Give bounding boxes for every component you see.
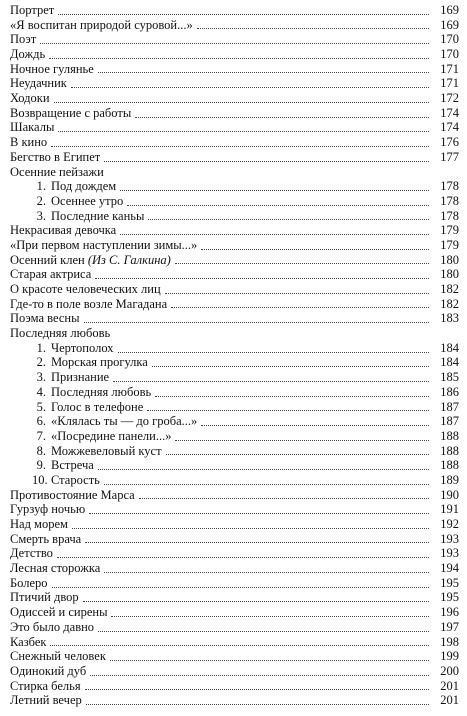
toc-subentry bbox=[10, 356, 459, 371]
toc-page-number: 186 bbox=[440, 384, 459, 399]
toc-entry-text: Это было давно bbox=[10, 619, 95, 634]
toc-entry-text: Осенний клен bbox=[10, 252, 85, 267]
toc-entry-text: Голос в телефоне bbox=[51, 399, 144, 414]
toc-entry-title bbox=[10, 106, 131, 121]
toc-entry-title bbox=[10, 664, 86, 679]
dot-leader bbox=[147, 409, 429, 411]
toc-entry-title bbox=[10, 635, 46, 650]
toc-subentry bbox=[10, 473, 459, 488]
toc-page-number: 174 bbox=[440, 120, 459, 135]
dot-leader bbox=[120, 233, 429, 235]
toc-entry-number: 1. bbox=[36, 179, 46, 194]
toc-entry-text: Казбек bbox=[10, 634, 47, 649]
toc-page-number: 200 bbox=[440, 663, 459, 678]
dot-leader bbox=[127, 204, 429, 206]
toc-page-number: 193 bbox=[440, 546, 459, 561]
toc-entry-text: Летний вечер bbox=[10, 693, 82, 708]
dot-leader bbox=[175, 439, 429, 441]
toc-entry-text: Морская прогулка bbox=[51, 355, 148, 370]
toc-entry-text: Портрет bbox=[10, 2, 55, 17]
toc-entry bbox=[10, 488, 459, 503]
toc-entry-title bbox=[10, 194, 123, 209]
toc-entry-title bbox=[10, 590, 79, 605]
toc-entry-title bbox=[10, 238, 197, 253]
toc-page-number: 191 bbox=[440, 502, 459, 517]
toc-entry-title bbox=[10, 253, 171, 268]
toc-page-number: 195 bbox=[440, 575, 459, 590]
toc-entry-text: Последние каньы bbox=[51, 208, 145, 223]
toc-entry-text: Смерть врача bbox=[10, 531, 82, 546]
toc-page-number: 171 bbox=[440, 61, 459, 76]
toc-entry bbox=[10, 576, 459, 591]
toc-entry bbox=[10, 635, 459, 650]
dot-leader bbox=[40, 42, 429, 44]
toc-entry-text: «Я воспитан природой суровой...» bbox=[10, 17, 193, 32]
toc-entry bbox=[10, 664, 459, 679]
toc-entry-title bbox=[10, 355, 148, 370]
toc-subentry bbox=[10, 400, 459, 415]
toc-entry-text: Стирка белья bbox=[10, 678, 81, 693]
dot-leader bbox=[135, 116, 429, 118]
toc-page-number: 196 bbox=[440, 605, 459, 620]
toc-entry bbox=[10, 649, 459, 664]
toc-page-number: 184 bbox=[440, 340, 459, 355]
toc-entry bbox=[10, 517, 459, 532]
toc-page-number: 170 bbox=[440, 47, 459, 62]
toc-entry-text: Ночное гулянье bbox=[10, 61, 94, 76]
dot-leader bbox=[104, 160, 429, 162]
toc-entry-text: Последняя любовь bbox=[10, 326, 111, 341]
toc-page-number: 195 bbox=[440, 590, 459, 605]
toc-entry-text: Осенние пейзажи bbox=[10, 164, 104, 179]
toc-page-number: 178 bbox=[440, 208, 459, 223]
toc-entry-title bbox=[10, 693, 82, 708]
toc-entry-title bbox=[10, 517, 68, 532]
toc-subentry bbox=[10, 429, 459, 444]
dot-leader bbox=[90, 674, 429, 676]
dot-leader bbox=[85, 688, 429, 690]
toc-entry-title bbox=[10, 429, 171, 444]
toc-page-number: 185 bbox=[440, 370, 459, 385]
dot-leader bbox=[175, 262, 429, 264]
toc-page-number: 170 bbox=[440, 32, 459, 47]
toc-page-number: 178 bbox=[440, 193, 459, 208]
toc-page-number: 189 bbox=[440, 472, 459, 487]
toc-entry-title bbox=[10, 576, 48, 591]
toc-entry-title bbox=[10, 47, 45, 62]
toc-entry bbox=[10, 47, 459, 62]
toc-entry-attribution: (Из С. Галкина) bbox=[87, 252, 171, 267]
toc-entry bbox=[10, 76, 459, 91]
toc-entry-title bbox=[10, 91, 50, 106]
toc-entry-title bbox=[10, 209, 144, 224]
toc-entry-text: Некрасивая девочка bbox=[10, 223, 117, 238]
toc-entry-title bbox=[10, 385, 151, 400]
toc-entry-number: 1. bbox=[36, 340, 46, 355]
toc-entry bbox=[10, 311, 459, 326]
toc-entry bbox=[10, 561, 459, 576]
toc-entry-number: 3. bbox=[36, 370, 46, 385]
toc-entry-text: «Клялась ты — до гроба...» bbox=[51, 414, 198, 429]
dot-leader bbox=[120, 189, 429, 191]
toc-entry bbox=[10, 679, 459, 694]
toc-subentry bbox=[10, 179, 459, 194]
dot-leader bbox=[95, 277, 429, 279]
toc-entry-title bbox=[10, 282, 161, 297]
toc-entry-title bbox=[10, 62, 94, 77]
toc-entry-number: 4. bbox=[36, 384, 46, 399]
toc-section-heading bbox=[10, 165, 459, 180]
toc-entry-number: 2. bbox=[36, 355, 46, 370]
toc-entry-number: 6. bbox=[36, 414, 46, 429]
dot-leader bbox=[58, 13, 429, 15]
toc-entry bbox=[10, 62, 459, 77]
toc-page-number: 178 bbox=[440, 179, 459, 194]
toc-entry-title bbox=[10, 3, 54, 18]
toc-page-number: 172 bbox=[440, 91, 459, 106]
toc-entry-text: Детство bbox=[10, 546, 53, 561]
toc-entry-number: 3. bbox=[36, 208, 46, 223]
toc-entry bbox=[10, 32, 459, 47]
toc-entry-title bbox=[10, 444, 162, 459]
toc-entry-title bbox=[10, 76, 67, 91]
toc-entry-title bbox=[10, 341, 114, 356]
toc-entry-number: 8. bbox=[36, 443, 46, 458]
toc-entry-title bbox=[10, 120, 54, 135]
toc-page-number: 201 bbox=[440, 678, 459, 693]
toc-entry-text: Птичий двор bbox=[10, 590, 79, 605]
toc-entry-number: 2. bbox=[36, 193, 46, 208]
toc-entry bbox=[10, 18, 459, 33]
toc-entry-title bbox=[10, 473, 100, 488]
toc-entry-text: Неудачник bbox=[10, 76, 67, 91]
toc-page-number: 182 bbox=[440, 296, 459, 311]
toc-entry-number: 5. bbox=[36, 399, 46, 414]
dot-leader bbox=[201, 424, 429, 426]
dot-leader bbox=[83, 600, 429, 602]
dot-leader bbox=[165, 292, 429, 294]
toc-entry-text: Признание bbox=[51, 370, 110, 385]
toc-entry bbox=[10, 238, 459, 253]
toc-entry-title bbox=[10, 679, 81, 694]
toc-entry-title bbox=[10, 326, 110, 341]
dot-leader bbox=[166, 453, 429, 455]
toc-page-number: 179 bbox=[440, 223, 459, 238]
toc-entry-text: Лесная сторожка bbox=[10, 561, 101, 576]
toc-entry-text: Старая актриса bbox=[10, 267, 92, 282]
toc-entry bbox=[10, 282, 459, 297]
dot-leader bbox=[72, 527, 429, 529]
toc-entry bbox=[10, 106, 459, 121]
toc-entry-title bbox=[10, 370, 109, 385]
dot-leader bbox=[89, 512, 429, 514]
toc-entry-text: Шакалы bbox=[10, 120, 55, 135]
toc-entry-title bbox=[10, 18, 193, 33]
toc-page-number: 169 bbox=[440, 17, 459, 32]
toc-section-heading bbox=[10, 326, 459, 341]
toc-page-number: 169 bbox=[440, 2, 459, 17]
toc-subentry bbox=[10, 444, 459, 459]
dot-leader bbox=[58, 130, 429, 132]
toc-page-number: 177 bbox=[440, 149, 459, 164]
toc-entry-text: Где-то в поле возле Магадана bbox=[10, 296, 168, 311]
dot-leader bbox=[50, 644, 429, 646]
toc-entry bbox=[10, 91, 459, 106]
toc-page-number: 184 bbox=[440, 355, 459, 370]
dot-leader bbox=[85, 541, 429, 543]
dot-leader bbox=[155, 395, 429, 397]
dot-leader bbox=[49, 57, 429, 59]
toc-entry bbox=[10, 693, 459, 708]
toc-page-number: 171 bbox=[440, 76, 459, 91]
toc-entry-text: Старость bbox=[51, 472, 100, 487]
toc-page-number: 192 bbox=[440, 517, 459, 532]
toc-page-number: 193 bbox=[440, 531, 459, 546]
toc-entry bbox=[10, 223, 459, 238]
toc-entry-title bbox=[10, 267, 91, 282]
toc-page-number: 198 bbox=[440, 634, 459, 649]
dot-leader bbox=[54, 101, 429, 103]
toc-page-number: 176 bbox=[440, 135, 459, 150]
toc-entry-title bbox=[10, 135, 47, 150]
dot-leader bbox=[110, 659, 429, 661]
toc-entry-title bbox=[10, 605, 107, 620]
toc-entry bbox=[10, 297, 459, 312]
toc-entry-title bbox=[10, 414, 197, 429]
toc-subentry bbox=[10, 458, 459, 473]
dot-leader bbox=[98, 71, 429, 73]
toc-entry-title bbox=[10, 165, 104, 180]
toc-entry bbox=[10, 121, 459, 136]
toc-subentry bbox=[10, 370, 459, 385]
dot-leader bbox=[118, 351, 429, 353]
toc-page-number: 190 bbox=[440, 487, 459, 502]
toc-page-number: 199 bbox=[440, 649, 459, 664]
toc-entry-number: 7. bbox=[36, 428, 46, 443]
toc-entry-text: Возвращение с работы bbox=[10, 105, 132, 120]
toc-entry-text: Снежный человек bbox=[10, 649, 106, 664]
toc-entry bbox=[10, 135, 459, 150]
dot-leader bbox=[152, 365, 429, 367]
toc-entry-title bbox=[10, 32, 36, 47]
toc-entry-title bbox=[10, 502, 85, 517]
toc-entry-text: Чертополох bbox=[51, 340, 114, 355]
dot-leader bbox=[197, 27, 429, 29]
dot-leader bbox=[98, 468, 429, 470]
toc-entry-title bbox=[10, 223, 116, 238]
toc-entry-text: Поэт bbox=[10, 32, 37, 47]
toc-entry bbox=[10, 591, 459, 606]
toc-page-number: 182 bbox=[440, 282, 459, 297]
dot-leader bbox=[51, 145, 429, 147]
dot-leader bbox=[171, 306, 429, 308]
toc-entry-text: «При первом наступлении зимы...» bbox=[10, 237, 198, 252]
dot-leader bbox=[201, 248, 429, 250]
dot-leader bbox=[52, 586, 429, 588]
toc-page-number: 174 bbox=[440, 105, 459, 120]
toc-entry bbox=[10, 546, 459, 561]
toc-entry bbox=[10, 605, 459, 620]
toc-page-number: 187 bbox=[440, 414, 459, 429]
toc-entry-title bbox=[10, 458, 94, 473]
toc-entry-text: В кино bbox=[10, 135, 48, 150]
toc-entry bbox=[10, 620, 459, 635]
toc-entry-text: Бегство в Египет bbox=[10, 149, 101, 164]
toc-entry-title bbox=[10, 400, 143, 415]
toc-page-number: 201 bbox=[440, 693, 459, 708]
toc-entry-title bbox=[10, 546, 53, 561]
toc-entry-title bbox=[10, 488, 135, 503]
toc-entry-text: Одиссей и сирены bbox=[10, 605, 108, 620]
toc-subentry bbox=[10, 194, 459, 209]
dot-leader bbox=[86, 703, 429, 705]
toc-entry-text: «Посредине панели...» bbox=[51, 428, 172, 443]
dot-leader bbox=[148, 218, 429, 220]
toc-entry-title bbox=[10, 532, 81, 547]
toc-subentry bbox=[10, 209, 459, 224]
toc-page-number: 188 bbox=[440, 428, 459, 443]
dot-leader bbox=[98, 630, 429, 632]
toc-page-number: 183 bbox=[440, 311, 459, 326]
dot-leader bbox=[113, 380, 429, 382]
toc-entry-text: Можжевеловый куст bbox=[51, 443, 162, 458]
toc-entry-text: Болеро bbox=[10, 575, 48, 590]
toc-entry-text: О красоте человеческих лиц bbox=[10, 282, 161, 297]
toc-page-number: 179 bbox=[440, 237, 459, 252]
toc-entry-text: Последняя любовь bbox=[51, 384, 152, 399]
dot-leader bbox=[57, 556, 429, 558]
toc-entry-text: Одинокий дуб bbox=[10, 663, 87, 678]
toc-page-number: 188 bbox=[440, 443, 459, 458]
toc-entry-text: Поэма весны bbox=[10, 311, 80, 326]
toc-page-number: 197 bbox=[440, 619, 459, 634]
toc-entry-title bbox=[10, 150, 100, 165]
toc-entry-title bbox=[10, 179, 116, 194]
dot-leader bbox=[71, 86, 429, 88]
dot-leader bbox=[104, 483, 429, 485]
toc-entry-title bbox=[10, 311, 80, 326]
toc-entry-text: Под дождем bbox=[51, 179, 117, 194]
dot-leader bbox=[139, 497, 429, 499]
toc-entry-text: Осеннее утро bbox=[51, 193, 124, 208]
toc-entry bbox=[10, 267, 459, 282]
toc-subentry bbox=[10, 414, 459, 429]
toc-page-number: 180 bbox=[440, 267, 459, 282]
toc-entry-text: Над морем bbox=[10, 517, 68, 532]
toc-entry-title bbox=[10, 620, 94, 635]
dot-leader bbox=[111, 615, 429, 617]
toc-entry bbox=[10, 3, 459, 18]
toc-entry-number: 9. bbox=[36, 458, 46, 473]
dot-leader bbox=[84, 321, 429, 323]
toc-entry-text: Ходоки bbox=[10, 91, 50, 106]
toc-entry bbox=[10, 253, 459, 268]
toc-entry-title bbox=[10, 561, 100, 576]
toc-entry-text: Встреча bbox=[51, 458, 94, 473]
toc-page-number: 188 bbox=[440, 458, 459, 473]
toc-entry-text: Дождь bbox=[10, 47, 46, 62]
toc-entry bbox=[10, 150, 459, 165]
toc-entry-text: Гурзуф ночью bbox=[10, 502, 86, 517]
toc-entry-text: Противостояние Марса bbox=[10, 487, 135, 502]
toc-subentry bbox=[10, 341, 459, 356]
toc-entry-number: 10. bbox=[32, 472, 48, 487]
toc-entry bbox=[10, 502, 459, 517]
toc-entry-title bbox=[10, 297, 167, 312]
toc-entry bbox=[10, 532, 459, 547]
toc-subentry bbox=[10, 385, 459, 400]
toc-entry-title bbox=[10, 649, 106, 664]
toc-page-number: 187 bbox=[440, 399, 459, 414]
toc-page-number: 194 bbox=[440, 561, 459, 576]
toc-page-number: 180 bbox=[440, 252, 459, 267]
dot-leader bbox=[104, 571, 429, 573]
